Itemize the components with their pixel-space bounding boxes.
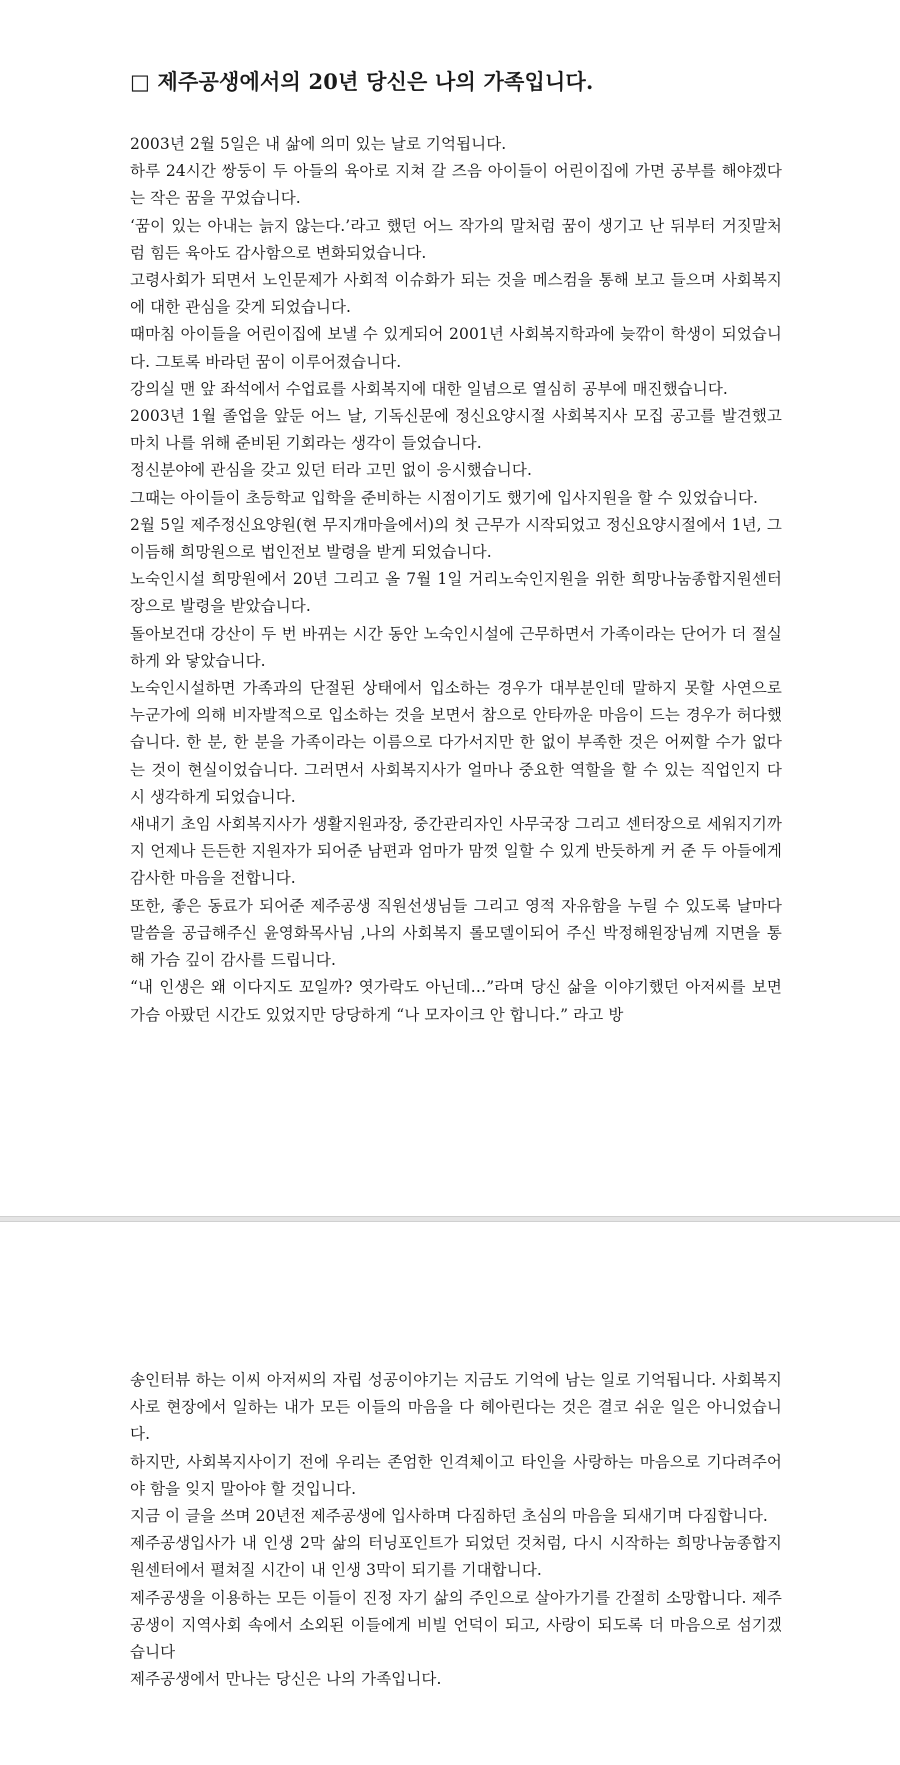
- paragraph: 노숙인시설 희망원에서 20년 그리고 올 7월 1일 거리노숙인지원을 위한 희망나눔종합지원센터장으로 발령을 받았습니다.: [130, 570, 782, 616]
- paragraph: 제주공생에서 만나는 당신은 나의 가족입니다.: [130, 1670, 442, 1689]
- document-title: □ 제주공생에서의 20년 당신은 나의 가족입니다.: [130, 69, 594, 94]
- paragraph: 제주공생을 이용하는 모든 이들이 진정 자기 삶의 주인으로 살아가기를 간절히 소망합니다. 제주공생이 지역사회 속에서 소외된 이들에게 비빌 언덕이 되고, 사랑이 되도록 더 마음으로 섬기겠습니다: [130, 1588, 782, 1662]
- page-2-body: [130, 1367, 782, 1693]
- paragraph: 그때는 아이들이 초등학교 입학을 준비하는 시점이기도 했기에 입사지원을 할 수 있었습니다.: [130, 488, 759, 507]
- paragraph: 강의실 맨 앞 좌석에서 수업료를 사회복지에 대한 일념으로 열심히 공부에 매진했습니다.: [130, 379, 728, 398]
- paragraph: 제주공생입사가 내 인생 2막 삶의 터닝포인트가 되었던 것처럼, 다시 시작하는 희망나눔종합지원센터에서 펼쳐질 시간이 내 인생 3막이 되기를 기대합니다.: [130, 1534, 782, 1580]
- paragraph: 2003년 1월 졸업을 앞둔 어느 날, 기독신문에 정신요양시절 사회복지사 모집 공고를 발견했고 마치 나를 위해 준비된 기회라는 생각이 들었습니다.: [130, 407, 782, 453]
- paragraph: ‘꿈이 있는 아내는 늙지 않는다.’라고 했던 어느 작가의 말처럼 꿈이 생기고 난 뒤부터 거짓말처럼 힘든 육아도 감사함으로 변화되었습니다.: [130, 216, 782, 262]
- paragraph: 고령사회가 되면서 노인문제가 사회적 이슈화가 되는 것을 메스컴을 통해 보고 들으며 사회복지에 대한 관심을 갖게 되었습니다.: [130, 271, 782, 317]
- paragraph: 하루 24시간 쌍둥이 두 아들의 육아로 지쳐 갈 즈음 아이들이 어린이집에 가면 공부를 해야겠다는 작은 꿈을 꾸었습니다.: [130, 162, 782, 208]
- paragraph: 정신분야에 관심을 갖고 있던 터라 고민 없이 응시했습니다.: [130, 461, 532, 480]
- document-page-2: [0, 1222, 900, 1765]
- paragraph: 송인터뷰 하는 이씨 아저씨의 자립 성공이야기는 지금도 기억에 남는 일로 기억됩니다. 사회복지사로 현장에서 일하는 내가 모든 이들의 마음을 다 헤아린다는 것은 결코 쉬운 일은 아니었습니다.: [130, 1371, 782, 1444]
- page-1-body: [130, 131, 782, 1029]
- paragraph: 돌아보건대 강산이 두 번 바뀌는 시간 동안 노숙인시설에 근무하면서 가족이라는 단어가 더 절실하게 와 닿았습니다.: [130, 624, 782, 670]
- paragraph: 노숙인시설하면 가족과의 단절된 상태에서 입소하는 경우가 대부분인데 말하지 못할 사연으로 누군가에 의해 비자발적으로 입소하는 것을 보면서 참으로 안타까운 마음이 드는 경우가 허다했습니다. 한 분, 한 분을 가족이라는 이름으로 다가서지만 한 없이 부족한 것은 어찌할 수가 없다는 것이 현실이었습니다. 그러면서 사회복지사가 얼마나 중요한 역할을 할 수 있는 직업인지 다시 생각하게 되었습니다.: [130, 679, 782, 806]
- paragraph: 때마침 아이들을 어린이집에 보낼 수 있게되어 2001년 사회복지학과에 늦깎이 학생이 되었습니다. 그토록 바라던 꿈이 이루어졌습니다.: [130, 325, 782, 371]
- paragraph: 2003년 2월 5일은 내 삶에 의미 있는 날로 기억됩니다.: [130, 135, 507, 153]
- paragraph: 또한, 좋은 동료가 되어준 제주공생 직원선생님들 그리고 영적 자유함을 누릴 수 있도록 날마다 말씀을 공급해주신 윤영화목사님 ,나의 사회복지 롤모델이되어 주신 박정해원장님께 지면을 통해 가슴 깊이 감사를 드립니다.: [130, 896, 782, 970]
- paragraph: 하지만, 사회복지사이기 전에 우리는 존엄한 인격체이고 타인을 사랑하는 마음으로 기다려주어야 함을 잊지 말아야 할 것입니다.: [130, 1452, 782, 1498]
- paragraph: 지금 이 글을 쓰며 20년전 제주공생에 입사하며 다짐하던 초심의 마음을 되새기며 다짐합니다.: [130, 1507, 768, 1526]
- paragraph: “내 인생은 왜 이다지도 꼬일까? 엿가락도 아닌데…”라며 당신 삶을 이야기했던 아저씨를 보면 가슴 아팠던 시간도 있었지만 당당하게 “나 모자이크 안 합니다.” 라고 방: [130, 978, 782, 1024]
- paragraph: 새내기 초임 사회복지사가 생활지원과장, 중간관리자인 사무국장 그리고 센터장으로 세워지기까지 언제나 든든한 지원자가 되어준 남편과 엄마가 맘껏 일할 수 있게 반듯하게 커 준 두 아들에게 감사한 마음을 전합니다.: [130, 815, 782, 888]
- paragraph: 2월 5일 제주정신요양원(현 무지개마을에서)의 첫 근무가 시작되었고 정신요양시절에서 1년, 그 이듬해 희망원으로 법인전보 발령을 받게 되었습니다.: [130, 515, 782, 562]
